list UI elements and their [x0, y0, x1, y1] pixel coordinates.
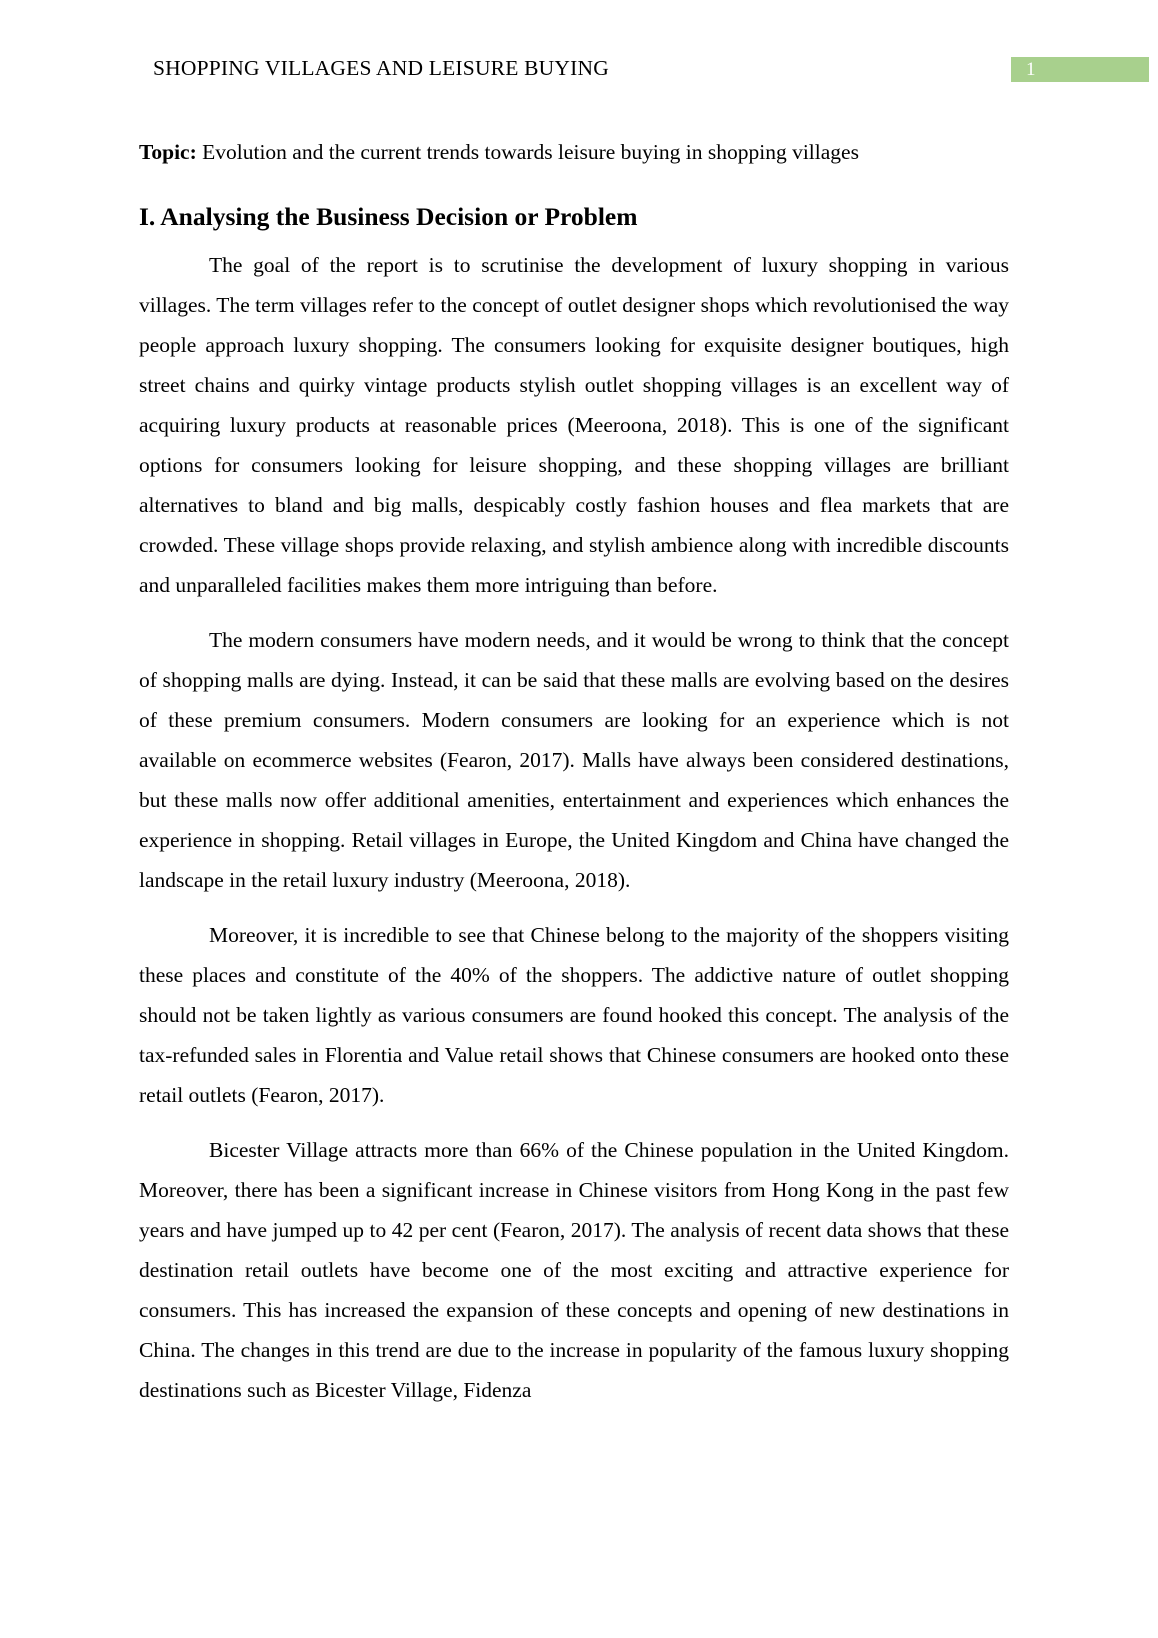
topic-line [139, 136, 1019, 168]
topic-label: Topic: [139, 140, 197, 164]
topic-text: Evolution and the current trends towards leisure buying in shopping villages [196, 140, 859, 164]
body-text [139, 245, 1009, 1425]
running-head: SHOPPING VILLAGES AND LEISURE BUYING [153, 56, 609, 80]
paragraph: Bicester Village attracts more than 66% of the Chinese population in the United Kingdom. Moreover, there has been a significant increase in Chinese visitors from Hong Kong in the past few years and have jumped up to 42 per cent (Fearon, 2017). The analysis of recent data shows that these destination retail outlets have become one of the most exciting and attractive experience for consumers. This has increased the expansion of these concepts and opening of new destinations in China. The changes in this trend are due to the increase in popularity of the famous luxury shopping destinations such as Bicester Village, Fidenza [139, 1138, 1009, 1402]
paragraph: Moreover, it is incredible to see that Chinese belong to the majority of the shoppers visiting these places and constitute of the 40% of the shoppers. The addictive nature of outlet shopping should not be taken lightly as various consumers are found hooked this concept. The analysis of the tax-refunded sales in Florentia and Value retail shows that Chinese consumers are hooked onto these retail outlets (Fearon, 2017). [139, 923, 1009, 1107]
section-heading: I. Analysing the Business Decision or Problem [139, 202, 638, 231]
paragraph: The goal of the report is to scrutinise the development of luxury shopping in various villages. The term villages refer to the concept of outlet designer shops which revolutionised the way people approach luxury shopping. The consumers looking for exquisite designer boutiques, high street chains and quirky vintage products stylish outlet shopping villages is an excellent way of acquiring luxury products at reasonable prices (Meeroona, 2018). This is one of the significant options for consumers looking for leisure shopping, and these shopping villages are brilliant alternatives to bland and big malls, despicably costly fashion houses and flea markets that are crowded. These village shops provide relaxing, and stylish ambience along with incredible discounts and unparalleled facilities makes them more intriguing than before. [139, 253, 1009, 597]
page-number: 1 [1011, 57, 1149, 82]
paragraph: The modern consumers have modern needs, and it would be wrong to think that the concept of shopping malls are dying. Instead, it can be said that these malls are evolving based on the desires of these premium consumers. Modern consumers are looking for an experience which is not available on ecommerce websites (Fearon, 2017). Malls have always been considered destinations, but these malls now offer additional amenities, entertainment and experiences which enhances the experience in shopping. Retail villages in Europe, the United Kingdom and China have changed the landscape in the retail luxury industry (Meeroona, 2018). [139, 628, 1009, 892]
